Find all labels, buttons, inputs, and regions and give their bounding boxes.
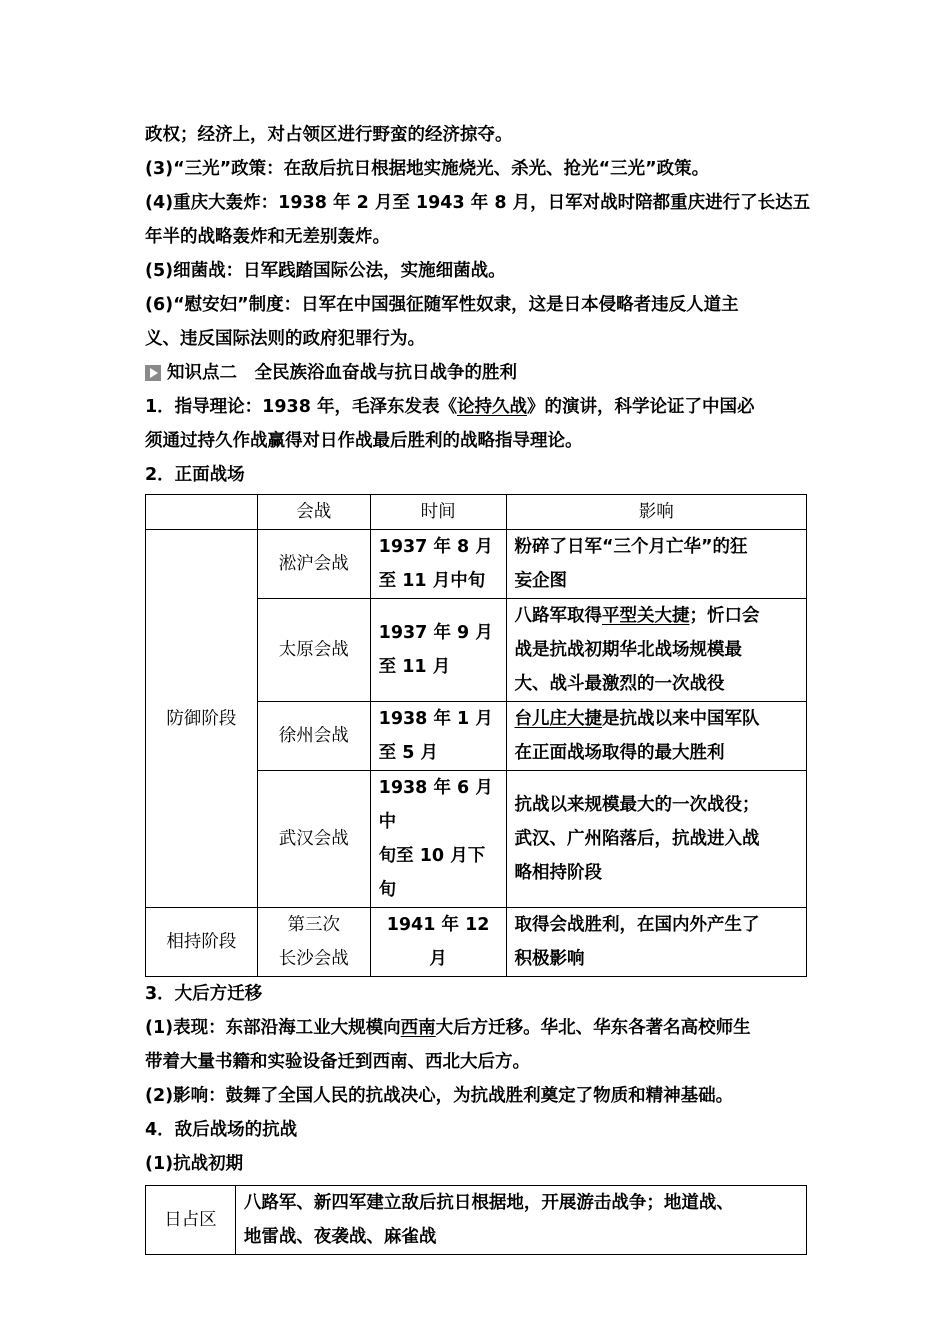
text-line: 取得会战胜利，在国内外产生了 bbox=[514, 915, 760, 935]
text-line: 积极影响 bbox=[514, 949, 585, 969]
time-cell bbox=[370, 771, 506, 908]
enemy-heading: 4．敌后战场的抗战 bbox=[145, 1120, 298, 1140]
content-cell bbox=[235, 1186, 806, 1255]
text-line: 旬 bbox=[378, 880, 397, 900]
effect-cell bbox=[506, 530, 807, 599]
play-triangle-icon bbox=[145, 365, 161, 381]
text-line: 妄企图 bbox=[514, 571, 567, 591]
text-line: 1937 年 9 月 bbox=[378, 623, 493, 643]
text-line bbox=[515, 702, 799, 736]
text-line: 八路军、新四军建立敌后抗日根据地，开展游击战争；地道战、 bbox=[243, 1193, 734, 1213]
rear-heading: 3．大后方迁移 bbox=[145, 984, 263, 1004]
battle-cell: 淞沪会战 bbox=[257, 530, 370, 599]
text-line: 战是抗战初期华北战场规模最 bbox=[514, 640, 742, 660]
underlined-term: 平型关大捷 bbox=[602, 606, 690, 626]
battle-cell: 武汉会战 bbox=[257, 771, 370, 908]
text-line: 第三次 bbox=[287, 915, 340, 935]
header-cell: 会战 bbox=[257, 495, 370, 530]
effect-cell bbox=[506, 599, 807, 702]
battle-cell bbox=[257, 908, 370, 977]
text-line: 大、战斗最激烈的一次战役 bbox=[514, 674, 725, 694]
text-line: 长沙会战 bbox=[278, 949, 349, 969]
effect-cell bbox=[506, 771, 807, 908]
early-war-table bbox=[145, 1185, 807, 1255]
table-row bbox=[146, 530, 807, 599]
text-line: 1938 年 6 月中 bbox=[378, 778, 493, 832]
text-line: 地雷战、夜袭战、麻雀战 bbox=[243, 1227, 437, 1247]
header-cell: 影响 bbox=[506, 495, 807, 530]
text-line: 带着大量书籍和实验设备迁到西南、西北大后方。 bbox=[145, 1052, 530, 1072]
text-line: 至 11 月 bbox=[378, 657, 451, 677]
text-line: (2)影响：鼓舞了全国人民的抗战决心，为抗战胜利奠定了物质和精神基础。 bbox=[145, 1086, 734, 1106]
guide-theory-line bbox=[145, 390, 807, 424]
text-line: 须通过持久作战赢得对日作战最后胜利的战略指导理论。 bbox=[145, 431, 583, 451]
front-battlefield-table bbox=[145, 494, 807, 977]
text-span: 是抗战以来中国军队 bbox=[602, 709, 760, 729]
stage-cell: 防御阶段 bbox=[146, 530, 258, 908]
text-line: 义、违反国际法则的政府犯罪行为。 bbox=[145, 329, 425, 349]
region-cell: 日占区 bbox=[146, 1186, 236, 1255]
text-line: 在正面战场取得的最大胜利 bbox=[514, 743, 725, 763]
text-span: ；忻口会 bbox=[689, 606, 760, 626]
text-line: (4)重庆大轰炸：1938 年 2 月至 1943 年 8 月，日军对战时陪都重庆进行了长达五 bbox=[145, 193, 811, 213]
underlined-term: 台儿庄大捷 bbox=[514, 709, 602, 729]
text-line: 1938 年 1 月 bbox=[378, 709, 493, 729]
text-line: 年半的战略轰炸和无差别轰炸。 bbox=[145, 227, 390, 247]
table-header-row bbox=[146, 495, 807, 530]
table-row bbox=[146, 1186, 807, 1255]
section-heading bbox=[145, 356, 807, 390]
book-title: 论持久战 bbox=[456, 397, 527, 417]
section-title: 知识点二 全民族浴血奋战与抗日战争的胜利 bbox=[167, 363, 517, 383]
time-cell bbox=[370, 599, 506, 702]
effect-cell bbox=[506, 702, 807, 771]
text-line: 武汉、广州陷落后，抗战进入战 bbox=[514, 829, 760, 849]
text-line: 略相持阶段 bbox=[514, 863, 602, 883]
text-line: (6)“慰安妇”制度：日军在中国强征随军性奴隶，这是日本侵略者违反人道主 bbox=[145, 295, 739, 315]
battle-cell: 太原会战 bbox=[257, 599, 370, 702]
document-page bbox=[145, 118, 811, 1255]
header-cell bbox=[146, 495, 258, 530]
header-cell: 时间 bbox=[370, 495, 506, 530]
front-heading: 2．正面战场 bbox=[145, 465, 245, 485]
text-line: 至 5 月 bbox=[378, 743, 439, 763]
enemy-subheading: (1)抗战初期 bbox=[145, 1154, 244, 1174]
stage-cell: 相持阶段 bbox=[146, 908, 258, 977]
text-span: 》的演讲，科学论证了中国必 bbox=[526, 397, 755, 417]
text-line bbox=[515, 599, 799, 633]
text-span: 八路军取得 bbox=[514, 606, 602, 626]
time-cell: 1941 年 12 月 bbox=[370, 908, 506, 977]
text-line: 旬至 10 月下 bbox=[378, 846, 486, 866]
text-span: 大后方迁移。华北、华东各著名高校师生 bbox=[435, 1018, 751, 1038]
underlined-term: 西南 bbox=[400, 1018, 436, 1038]
text-line: 1937 年 8 月 bbox=[378, 537, 493, 557]
text-line: 政权；经济上，对占领区进行野蛮的经济掠夺。 bbox=[145, 125, 513, 145]
text-span: (1)表现：东部沿海工业大规模向 bbox=[145, 1018, 401, 1038]
time-cell bbox=[370, 702, 506, 771]
text-line: 至 11 月中旬 bbox=[378, 571, 486, 591]
text-line: (5)细菌战：日军践踏国际公法，实施细菌战。 bbox=[145, 261, 506, 281]
text-line: (3)“三光”政策：在敌后抗日根据地实施烧光、杀光、抢光“三光”政策。 bbox=[145, 159, 710, 179]
text-line bbox=[145, 1011, 807, 1045]
text-line: 抗战以来规模最大的一次战役； bbox=[514, 795, 760, 815]
battle-cell: 徐州会战 bbox=[257, 702, 370, 771]
text-line: 粉碎了日军“三个月亡华”的狂 bbox=[514, 537, 748, 557]
time-cell bbox=[370, 530, 506, 599]
effect-cell bbox=[506, 908, 807, 977]
table-row bbox=[146, 908, 807, 977]
text-span: 1．指导理论：1938 年，毛泽东发表《 bbox=[145, 397, 457, 417]
